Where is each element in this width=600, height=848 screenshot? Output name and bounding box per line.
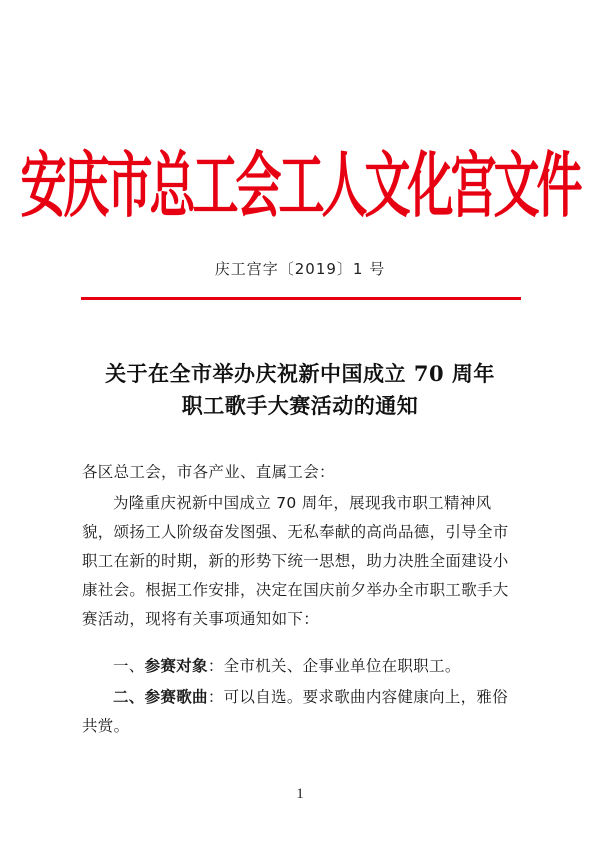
item-participants-number: 一、 (113, 657, 145, 675)
notice-title-line-2: 职工歌手大赛活动的通知 (181, 393, 419, 418)
item-songs-label: 参赛歌曲 (144, 688, 208, 706)
item-participants-text: 全市机关、企事业单位在职职工。 (223, 657, 461, 675)
notice-title-line-1: 关于在全市举办庆祝新中国成立 70 周年 (105, 361, 495, 386)
red-header-title: 安庆市总工会工人文化宫文件 (20, 143, 580, 227)
red-divider-line (81, 297, 521, 300)
item-songs-colon: ： (207, 688, 224, 706)
paragraph-intro (82, 489, 522, 634)
item-songs-text: 可以自选。要求歌曲内容健康向上，雅俗共赏。 (82, 688, 509, 735)
item-songs (82, 683, 522, 741)
item-participants-label: 参赛对象 (144, 657, 208, 675)
document-number: 庆工宫字〔2019〕1 号 (214, 260, 386, 278)
item-songs-number: 二、 (113, 688, 145, 706)
item-participants-colon: ： (207, 657, 224, 675)
salutation: 各区总工会，市各产业、直属工会： (82, 463, 335, 481)
paragraph-intro-text: 为隆重庆祝新中国成立 70 周年，展现我市职工精神风貌，颂扬工人阶级奋发图强、无私奉献的高尚品德，引导全市职工在新的时期，新的形势下统一思想，助力决胜全面建设小康社会。根据工作安排，决定在国庆前夕举办全市职工歌手大赛活动，现将有关事项通知如下： (82, 494, 509, 628)
item-participants (82, 652, 522, 681)
page-number: 1 (296, 786, 304, 802)
